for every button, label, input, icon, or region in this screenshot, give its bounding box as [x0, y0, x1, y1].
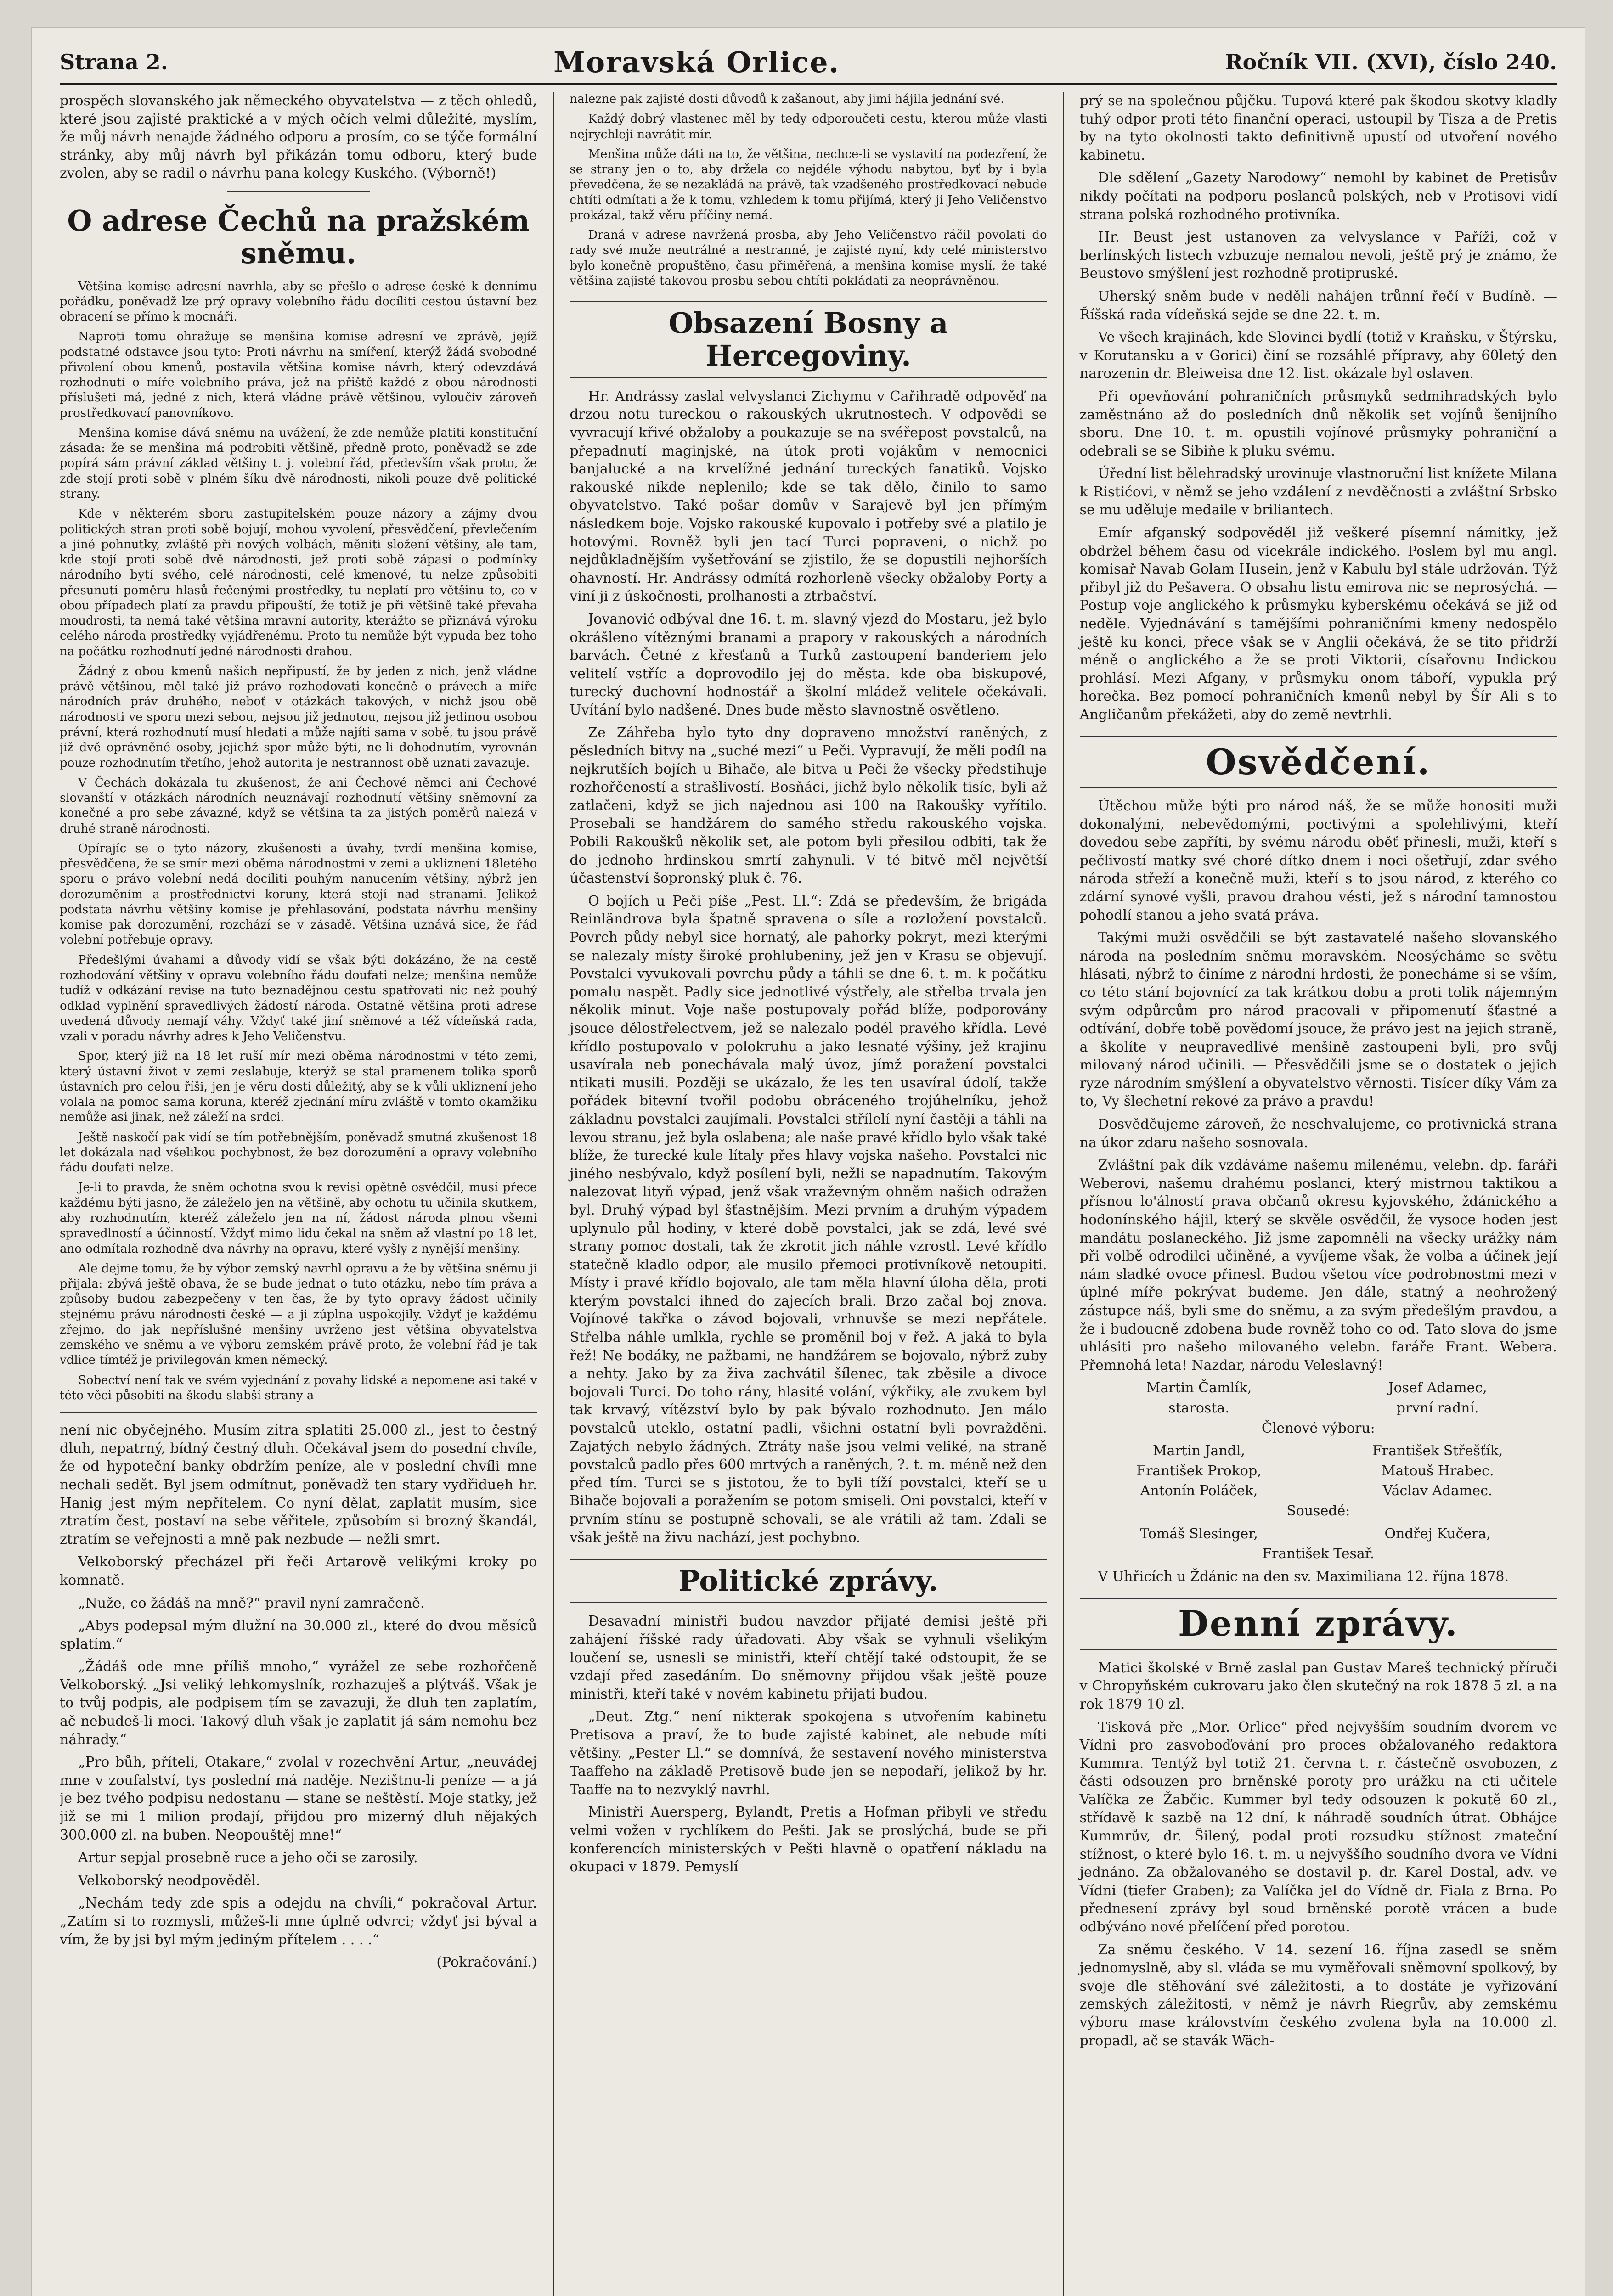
- paragraph: Za sněmu českého. V 14. sezení 16. října zasedl se sněm jednomyslně, aby sl. vláda se mu vyměřovali sněmovní spolkový, by svoje dle stěhování své záležitosti, a to dostáte je vyřizování zemských záležitosti, v němž je návrh Riegrův, aby zemskému výboru mase královstvím českého zvolena byla na 10.000 zl. propadl, ač se stavák Wäch-: [1079, 1941, 1557, 2049]
- paragraph: O bojích u Peči píše „Pest. Ll.“: Zdá se především, že brigáda Reinländrova byla špatně spravena o síle a rozložení povstalců. Povrch půdy nebyl sice hornatý, ale pahorky pokryt, mezi kterými se nalezaly místy široké prohlubeniny, jež jen v Krasu se objevují. Povstalci vyvukovali povrchu půdy a táhli se dne 6. t. m. k počátku pomalu naspět. Padly sice jednotlivé výstřely, ale střelba trvala jen několik minut. Voje naše postupovaly pořád blíže, podporovány jsouce dělostřelectvem, jež se nalezalo podél pravého křídla. Levé křídlo postupovalo v polokruhu a jako lesnaté výšiny, jež krajinu usavírala neb ponechávala malý úvoz, jímž poražení povstalci ntikati musili. Později se ukázalo, že les ten usavíral údolí, takže pořádek bitevní tvořil podobu obráceného trojúhelníku, jehož základnu povstalci zaujímali. Povstalci střílelí nyní častěji a táhli na levou stranu, jež byla oslabena; ale naše pravé křídlo bylo však také blíže, že turecké kule lítaly přes hlavy vojska našeho. Povstalci nic jiného nesbývalo, když posílení byli, nežli se napadnutím. Takovým nalezovat lityň výpad, jenž však vraževným ohněm našich odražen byl. Druhý výpad byl šťastnějším. Mezi prvním a druhým výpadem uplynulo půl hodiny, v které době povstalci, jak se zdá, levé své strany pomoc dostali, tak že zkrotit jich náhle vzrostl. Levé křídlo statečně kladlo odpor, ale musilo přemoci protivníkově netoupiti. Místy i pravé křídlo bojovalo, ale tam měla hlavní úloha děla, proti kterým povstalci ihned do zajecích brali. Brzo začal boj znova. Vojínové takřka o závod bojovali, vrhnuvše se mezi nepřátele. Střelba náhle umlkla, rychle se proměnil boj v řež. A jaká to byla řež! Ne bodáky, ne pažbami, ne handžárem se bojovalo, nýbrž zuby a nehty. Jako by za živa zachvátil šílenec, tak zběsile a divoce bojovali Turci. Do toho rány, hlasité volání, výkřiky, ale zvukem byl tak krvavý, vítězství bylo by pak bývalo rozhodnuto. Jen málo povstalců uteklo, ostatní padli, všichni ostatní byli povražděni. Zajatých nebylo žádných. Ztráty naše jsou velmi veliké, na straně povstalců padlo přes 600 mrtvých a raněných, ?. t. m. méně než den před tím. Turci se s jistotou, že to byli tíží povstalci, kteří se u Bihače bojovali a poražením se potom smiseli. Oni povstalci, kteří v prvním stínu se postupně schovali, se ale vrátili až tam. Zdali se však ještě na živu nachází, jest pochybno.: [570, 893, 1047, 1546]
- paragraph: Ministři Auersperg, Bylandt, Pretis a Hofman přibyli ve středu velmi vožen v rychlíkem do Pešti. Jak se proslýchá, bude se při konferencích ministerských v Pešti hlavně o opatření nákladu na okupaci v 1879. Pemyslí: [570, 1804, 1047, 1875]
- newspaper-title: Moravská Orlice.: [553, 45, 840, 79]
- paragraph: Ale dejme tomu, že by výbor zemský navrhl opravu a že by většina sněmu ji přijala: zbývá ještě obava, že se bude jednat o tuto otázku, nebo tím práva a způsoby budou zabezpečeny v ten čas, že by tyto opravy žádost učinily stejnému právu národnosti české — a ji zúplna uspokojily. Vždyť je každému zřejmo, do jak nepříslušné menšiny uvrženo jest většina obyvatelstva zemského ve sněmu a ve výboru zemském právě proto, že volební řád je tak vdlice tímtéž je privilegován kmen německý.: [60, 1261, 537, 1367]
- paragraph: Matici školské v Brně zaslal pan Gustav Mareš technický příruči v Chropyňském cukrovaru jako člen skutečný na rok 1878 5 zl. a na rok 1879 10 zl.: [1079, 1660, 1557, 1712]
- column-1: [60, 92, 553, 2296]
- divider: [60, 1412, 537, 1413]
- column-2: [553, 92, 1062, 2296]
- paragraph: Kde v některém sboru zastupitelském pouze názory a zájmy dvou politických stran proti sobě bojují, mohou vyvolení, přesvědčení, převlečením a jiné pohnutky, zvláště při nových volbách, měniti složení většiny, ale tam, kde stojí proti sobě dvě národnosti, jež proti sobě zápasí o podmínky národního bytí svého, celé národnosti, celé kmenové, tu nelze způsobiti přesunutí poměru hlasů řečenými prostředky, tu neplatí pro většinu to, co v obou případech platí za pravdu připouští, že totiž je při většině také převaha moudrosti, ta nemá také většina mravní autority, kterážto se přiznává výroku celého národa prostředky vyjádřenému. Proto tu nemůže být vypuda bez toho na počátku rozhodnutí jedné národnosti drahou.: [60, 507, 537, 658]
- paragraph: Každý dobrý vlastenec měl by tedy odporoučeti cestu, kterou může vlasti nejrychlejí navrátit mír.: [570, 112, 1047, 141]
- signatory-name: František Prokop,: [1136, 1463, 1262, 1479]
- paragraph: Při opevňování pohraničních průsmyků sedmihradských bylo zaměstnáno až do posledních dnů několik set vojínů šenijního sboru. Dne 10. t. m. opustili vojínové průsmyky pohraniční a odebrali se se Sibiňe k pluku svému.: [1079, 388, 1557, 459]
- paragraph: „Žádáš ode mne příliš mnoho,“ vyrážel ze sebe rozhořčeně Velkoborský. „Jsi veliký lehkomyslník, rozhazuješ a plýtváš. Však je to tvůj podpis, ale podpisem tím se zavazuji, že dluh ten zaplatím, ač nebudeš-li moci. Takový dluh však je zaplatit já sám nemohu bez náhrady.“: [60, 1659, 537, 1748]
- paragraph: „Deut. Ztg.“ není nikterak spokojena s utvořením kabinetu Pretisova a praví, že to bude zajisté kabinet, ale nebude míti většiny. „Pester Ll.“ se domnívá, že sestavení nového ministerstva Taaffeho na základě Pretisově bude jen se nepodaří, jelikož by hr. Taaffe na to nezvyklý navrhl.: [570, 1709, 1047, 1798]
- paragraph: Hr. Andrássy zaslal velvyslanci Zichymu v Cařihradě odpověď na drzou notu tureckou o rakouských ukrutnostech. V odpovědi se vyvracují křivé obžaloby a poukazuje se na svéřepost povstalců, na přepadnutí maginjské, na útok proti vojákům v nemocnici banjalucké a na krvelížné jednání tureckých fanatiků. Vojsko rakouské nikde neplenilo; kde se tak dělo, činilo to samo obyvatelstvo. Také pošar domův v Sarajevě byl jen přímým následkem boje. Vojsko rakouské kupovalo i potřeby své a platilo je hotovými. Rovněž byli jen tací Turci popraveni, o nichž po nejdůkladnějším vyšetřování se zjistilo, že se dopustili nejhorších ohavností. Hr. Andrássy odmítá rozhorleně všecky obžaloby Porty a viní ji z úskočnosti, prolhanosti a ztrbačství.: [570, 388, 1047, 605]
- paragraph: „Abys podepsal mým dlužní na 30.000 zl., které do dvou měsíců splatím.“: [60, 1618, 537, 1652]
- signatory-name: František Tesař.: [1262, 1546, 1375, 1562]
- paragraph: Uherský sněm bude v neděli nahájen trůnní řečí v Budíně. — Říšská rada vídeňská sejde se dne 22. t. m.: [1079, 288, 1557, 323]
- article-heading: Denní zprávy.: [1080, 1598, 1557, 1649]
- paragraph: Takými muži osvědčili se být zastavatelé našeho slovanského národa na posledním sněmu moravském. Neosýcháme se světu hlásati, nýbrž to činíme z národní hrdosti, že ponecháme si se vším, co této stání bojovnící za tak krátkou dobu a proti tolik nájemným svým odpůrcům pro národ pracovali v připomenutí šťastné a odtívání, dobře tobě povědomí jsouce, že právo jest na jejich straně, a školíte v neupravedlivé menšině zastoupeni byli, pro svůj milovaný národ učinili. — Přesvědčili jsme se o dostatek o jejich ryze národním smýšlení a obyvatelstvo věrnosti. Tisícer díky Vám za to, Vy šlechetní rekové za právo a pravdu!: [1079, 930, 1557, 1110]
- paragraph: Útěchou může býti pro národ náš, že se může honositi muži dokonalými, nebevědomými, poctivými a spolehlivými, kteří dovedou sebe zapříti, by svému národu oběť přinesli, muži, kteří s pečlivostí matky své choré dítko dnem i noci ošetřují, zdar svého národa střeží a konečně muži, kteří s to jsou národ, z kterého co zdární synové vyšli, pravou drahou vésti, jež s národní tamnostou pohodlí stanou a jeho svatá práva.: [1079, 798, 1557, 923]
- paragraph: „Nuže, co žádáš na mně?“ pravil nyní zamračeně.: [78, 1595, 425, 1611]
- paragraph: Ze Záhřeba bylo tyto dny dopraveno množství raněných, z pěsledních bitvy na „suché mezi“ u Peči. Vypravují, že měli podíl na nejkrutších bojích u Bihače, ale bitva u Peči že všecky předstihuje rozhořčeností a strašlivostí. Bosňáci, jichž bylo několik tisíc, byli až zatlačeni, když se jich najednou asi 100 na Rakoušky vyřítilo. Prosebali se handžárem do samého středu rakouského vojska. Pobili Rakoušků několik set, ale potom byli přesilou odbiti, tak že do jednoho hrdinskou smrtí zahynuli. V té bitvě měl největší účastenství šopronský pluk č. 76.: [570, 725, 1047, 887]
- paragraph: Sobectví není tak ve svém vyjednání z povahy lidské a nepomene asi také v této věci působiti na škodu slabší strany a: [60, 1373, 537, 1402]
- paragraph: Velkoborský neodpověděl.: [78, 1872, 260, 1889]
- signatory-name: Martin Jandl,: [1152, 1443, 1245, 1459]
- divider: [227, 191, 370, 192]
- members-label: Členové výboru:: [1261, 1420, 1375, 1436]
- paragraph: Tisková pře „Mor. Orlice“ před nejvyšším soudním dvorem ve Vídni pro zasvoboďování pro proces obžalovaného redaktora Kummra. Tentýž byl totiž 21. června t. r. částečně osvobozen, z části odsouzen pro brněnské poroty pro urážku na cti učitele Valíčka ze Žabčic. Kummer byl tedy odsouzen k pokutě 60 zl., střídavě k sazbě na 12 dní, k náhradě soudních útrat. Obhájce Kummrův, dr. Šilený, podal proti rozsudku stížnost zmateční stížnost, o které bylo 16. t. m. u nejvyššího soudního dvora ve Vídni jednáno. Za obžalovaného se dostavil p. dr. Karel Dostal, adv. ve Vídni (tiefer Graben); za Valíčka jel do Vídně dr. Fiala z Brna. Po přednesení zprávy byl soud brněnské porotě vrácen a bude odbýváno nové přelíčení před porotou.: [1079, 1719, 1557, 1936]
- paragraph: Jovanović odbýval dne 16. t. m. slavný vjezd do Mostaru, jež bylo okrášleno vítěznými branami a prapory v rakouských a národních barvách. Četné z křesťanů a Turků zastoupení banderiem jelo velitelí vstříc a doprovodilo jej do města. kde oba biskupové, turecký duchovní hodnostář a školní mládež velitele očekávali. Uvítání bylo nadšené. Dnes bude město slavnostně osvětleno.: [570, 611, 1047, 718]
- paragraph: Ve všech krajinách, kde Slovinci bydlí (totiž v Kraňsku, v Štýrsku, v Korutansku a v Gorici) činí se rozsáhlé přípravy, aby 60letý den narozenin dr. Bleiweisa dne 12. list. okázale byl oslaven.: [1079, 329, 1557, 382]
- paragraph: prý se na společnou půjčku. Tupová které pak škodou skotvy kladly tuhý odpor proti této finanční operaci, ustoupil by Tisza a de Pretis by na tyto okolnosti takto definitivně upustí od utvoření nového kabinetu.: [1079, 93, 1557, 163]
- paragraph: není nic obyčejného. Musím zítra splatiti 25.000 zl., jest to čestný dluh, nepatrný, bídný čestný dluh. Očekával jsem do posední chvíle, že od hypoteční banky obdržím peníze, ale v poslední chvíli mne nechali sedět. Byl jsem odmítnut, poněvadž ten stary vydřidueh hr. Hanig jest mým nepřítelem. Co nyní dělat, zaplatit musím, sice ztratím čest, postaví na sebe věřitele, způsobím si brozný škandál, ztratím se veřejnosti a mně pak nezbude — nežli smrt.: [60, 1422, 537, 1548]
- place-date: V Uhřicích u Ždánic na den sv. Maximiliana 12. října 1878.: [1098, 1568, 1509, 1585]
- paragraph: Emír afganský sodpověděl již veškeré písemní námitky, jež obdržel během času od vicekrále indického. Poslem byl mu angl. komisař Navab Golam Husein, jenž v Kabulu byl stále udržován. Týž přibyl již do Pešavera. O obsahu listu emirova nic se neprosýchá. — Postup voje anglického k průsmyku kyberskému očekává se již od neděle. Vyjednávání s tamějšími pohraničními kmeny nedospělo ještě ku konci, přece však se v Anglii očekává, že se tito přidrží méně o anglického a že se proti Viktorii, císařovnu Indickou prohlásí. Mezi Afgany, v průsmyku onom táboří, vypukla prý horečka. Bez pomocí pohraničních kmenů nebyl by Šír Ali s to Angličanům překážeti, aby do země nevtrhli.: [1079, 525, 1557, 723]
- paragraph: Menšina komise dává sněmu na uvážení, že zde nemůže platiti konstituční zásada: že se menšina má podrobiti většině, předně proto, poněvadž se zde popírá sám právní základ většiny t. j. volební řád, především však proto, že zde stojí proti sobě v plném šíku dvě národnosti, nikoli pouze dvě politické strany.: [60, 426, 537, 501]
- neighbors-label: Sousedé:: [1286, 1503, 1350, 1519]
- issue-info: Ročník VII. (XVI), číslo 240.: [1225, 50, 1557, 74]
- continuation-note: (Pokračování.): [436, 1954, 537, 1971]
- paragraph: Zvláštní pak dík vzdáváme našemu milenému, velebn. dp. faráři Weberovi, našemu drahému poslanci, který mistrnou taktikou a přísnou lo'álností prava občanů okresu kyjovského, ždánického a hodonínského hájil, který se skvěle osvědčil, že vysoce hoden jest mandátu poslaneckého. Již jsme zapomněli na všecky urážky nám při volbě odrodilci učiněné, a vyvíjeme však, že volba a účinek její nám sladké ovoce přinesl. Budou všetou více podrobnostmi mezi v úplné míře pokrývat budeme. Jen dále, statný a neohrožený zástupce náš, byli sme do sněmu, a za svým předešlým pravdou, a že i budoucně zdobena bude rovněž toho co od. Tato slova do jsme uhlásiti pro našeho milovaného velebn. faráře Frant. Webera. Přemnohá leta! Nazdar, národu Veleslavný!: [1079, 1157, 1557, 1373]
- article-heading: O adrese Čechů na pražském sněmu.: [67, 203, 530, 270]
- article-heading: Osvědčení.: [1080, 736, 1557, 788]
- columns: [60, 92, 1557, 2296]
- signature-row: [1080, 1462, 1557, 1480]
- column-3: [1063, 92, 1557, 2296]
- paragraph: Naproti tomu ohražuje se menšina komise adresní ve zprávě, jejíž podstatné odstavce jsou tyto: Proti návrhu na smíření, kterýž žádá svobodné přivolení obou kmenů, postavila většina komise návrh, který odevzdává rozhodnutí o míře volebního práva, jež na přiště každé z obou národností příslušeti má, jedné z nich, která vládne právě většinou, vyloučiv zároveň prostředkovací panovníkovo.: [60, 330, 537, 420]
- paragraph: „Nechám tedy zde spis a odejdu na chvíli,“ pokračoval Artur. „Zatím si to rozmysli, můžeš-li mne úplně odvrci; vždyť jsi býval a vím, že by jsi byl mým jediným přítelem . . . .“: [60, 1895, 537, 1948]
- paragraph: Menšina může dáti na to, že většina, nechce-li se vystavití na podezření, že se strany jen o to, aby držela co nejdéle výhodu nabytou, byť by i byla převedčena, že se nezakládá na právě, tak vzadšeného prostředkovací nebude chtíti odmítati a že k tomu, vzhledem k tomu přijímá, který ji Jeho Veličenstvo prokázal, takž věru příčiny nemá.: [570, 147, 1047, 222]
- article-heading: Obsazení Bosny a Hercegoviny.: [570, 301, 1047, 378]
- signature-row: [1080, 1442, 1557, 1460]
- paragraph: Ještě naskočí pak vidí se tím potřebnějším, poněvadž smutná zkušenost 18 let dokázala nad všelikou pochybnost, že bez dorozumění a opravy volebního řádu doufati nelze.: [60, 1130, 537, 1175]
- signatory-name: Antonín Poláček,: [1140, 1483, 1258, 1499]
- article-heading: Politické zprávy.: [570, 1559, 1047, 1603]
- page-number: Strana 2.: [60, 50, 168, 74]
- signatory-name: Martin Čamlík,: [1146, 1380, 1252, 1396]
- newspaper-page: [32, 28, 1585, 2296]
- paragraph: Úřední list bělehradský urovinuje vlastnoruční list knížete Milana k Ristićovi, v němž se jeho vzdálení z nevděčnosti a zvláštní Srbsko se mu uděluje medaile v briliantech.: [1079, 466, 1557, 518]
- signatory-name: Tomáš Slesinger,: [1140, 1525, 1258, 1542]
- paragraph: Dle sdělení „Gazety Narodowy“ nemohl by kabinet de Pretisův nikdy počítati na podporu poslanců polských, neb v Protisovi vidí strana polská rozhodného protivníka.: [1079, 170, 1557, 223]
- paragraph: Artur sepjal prosebně ruce a jeho oči se zarosily.: [78, 1850, 418, 1866]
- paragraph: Žádný z obou kmenů našich nepřipustí, že by jeden z nich, jenž vládne právě většinou, měl také již právo rozhodovati konečně o právech a míře národních práv druhého, neboť v otázkách takových, v nichž jsou obě národnosti ve sporu mezi sebou, nejsou již jednotou, nejsou již jedinou osobou právní, která rozhodnutí musí hledati a může najíti sama v sobě, tu jsou právě již dvě oprávněné osoby, jejichž spor může býti, ne-li dohodnutím, vyrovnán pouze rozhodnutím třetího, jehož autorita je nestrannost obě uznati zavazuje.: [60, 664, 537, 770]
- signatory-name: Václav Adamec.: [1382, 1483, 1493, 1499]
- paragraph: Předešlými úvahami a důvody vidí se však býti dokázáno, že na cestě rozhodování většiny v opravu volebního řádu doufati nelze; menšina nemůže tudíž v odkázání revise na tuto beznadějnou cestu spatřovati nic než pouhý odklad vyplnění spravedlivých žádostí národa. Ostatně většina proti adrese uvedená důvody nemají váhy. Vždyť také jiní sněmové a též vídeňská rada, vzali v poradu návrhy adres k Jeho Veličenstvu.: [60, 953, 537, 1044]
- signatory-name: Matouš Hrabec.: [1381, 1463, 1494, 1479]
- paragraph: Většina komise adresní navrhla, aby se přešlo o adrese české k dennímu pořádku, poněvadž lze prý opravy volebního řádu docíliti cestou ústavní bez obracení se přímo k mocnáři.: [60, 279, 537, 324]
- signatory-name: František Střešťík,: [1372, 1443, 1503, 1459]
- signatory-name: Ondřej Kučera,: [1384, 1525, 1491, 1542]
- paragraph: Desavadní ministři budou navzdor přijaté demisi ještě při zahájení říšské rady úřadovati. Aby však se vyhnuli všelikým loučení se, usnesli se ministři, kteří chtějí také odstoupit, že se vzdají před zasedáním. Do sněmovny přijdou však ještě pouze ministři, kteří také v novém kabinetu přijati budou.: [570, 1613, 1047, 1702]
- paragraph: V Čechách dokázala tu zkušenost, že ani Čechové němci ani Čechové slovanští v otázkách národních neuznávají rozhodnutí většiny sněmovní za konečné a pro sebe závazné, když se většina ta za jistých poměrů nalezá v druhé straně národnosti.: [60, 776, 537, 836]
- signatory-role: starosta.: [1168, 1400, 1229, 1416]
- paragraph: Dosvědčujeme zároveň, že neschvalujeme, co protivnická strana na úkor zdaru našeho sosnovala.: [1079, 1116, 1557, 1151]
- paragraph: Draná v adrese navržená prosba, aby Jeho Veličenstvo ráčil povolati do rady své muže neutrálné a nestranné, je zajisté nyní, kdy celé ministerstvo bylo konečně propuštěno, času přiměřená, a menšina komise myslí, že také většina zajisté takovou prosbu sebou chtíti pokládati za neoprávněnou.: [570, 228, 1047, 288]
- signatory-name: Josef Adamec,: [1388, 1380, 1487, 1396]
- paragraph: Je-li to pravda, že sněm ochotna svou k revisi opětně osvědčil, musí přece každému býti jasno, že záleželo jen na většině, aby ochotu tu učinila skutkem, aby rozhodnutím, kteréž záleželo jen na ní, žádost národa plnou všemi spravedlností a účinností. Vždyť mimo lidu čekal na sněm až vlastní po 18 let, ano odmítala rozhodně dva návrhy na opravu, které vyšly z nynější menšiny.: [60, 1181, 537, 1256]
- signatory-role: první radní.: [1396, 1400, 1479, 1416]
- article-body: [570, 92, 1047, 289]
- paragraph: nalezne pak zajisté dosti důvodů k zašanout, aby jimi hájila jednání své.: [570, 92, 1004, 106]
- signature-row: [1080, 1399, 1557, 1418]
- paragraph: prospěch slovanského jak německého obyvatelstva — z těch ohledů, které jsou zajisté praktické a v mých očích velmi důležité, myslím, že můj návrh nenajde žádného odporu a prosím, co se týče formální stránky, aby můj návrh byl přikázán tomu odboru, který bude zvolen, aby se radil o návrhu pana kolegy Kuského. (Výborně!): [60, 93, 537, 182]
- paragraph: Hr. Beust jest ustanoven za velvyslance v Paříži, což v berlínských listech vzbuzuje nemalou nevoli, ještě prý je známo, že Beustovo smýšlení jest rozhodně protipruské.: [1079, 229, 1557, 282]
- paragraph: „Pro bůh, příteli, Otakare,“ zvolal v rozechvění Artur, „neuvádej mne v zoufalství, tys poslední má naděje. Nezištnu-li peníze — a já je bez tvého podpisu nedostanu — stane se neštěstí. Moje statky, jež již se mi 1 milion prodají, přijdou pro mizerný dluh nějakých 300.000 zl. na buben. Neopouštěj mne!“: [60, 1754, 537, 1843]
- signature-row: [1080, 1525, 1557, 1543]
- page-header: [60, 41, 1557, 85]
- paragraph: Spor, který již na 18 let ruší mír mezi oběma národnostmi v této zemi, který ústavní život v zemi zeslabuje, kterýž se stal pramenem tolika sporů ústavních pro celou říši, jen je věru dosti důležitý, aby se k vůli ukliznení jeho volala na pomoc sama koruna, kteréž zjednání míru zvláště v tomto okamžiku nemůže asi jinak, než záleží na srdci.: [60, 1049, 537, 1125]
- paragraph: Opírajíc se o tyto názory, zkušenosti a úvahy, tvrdí menšina komise, přesvědčena, že se smír mezi oběma národnostmi v zemi a ukliznení 18letého sporu o právo volební nedá dociliti pouhým nanucením většiny, nýbrž jen dorozuměním a prostřednictví koruny, která stojí nad stranami. Jelikož podstata návrhu většiny komise je přehlasování, podstata návrhu menšiny komise pak dorozumění, rozchází se v zásadě. Většina uznává sice, že řád volební potřebuje opravy.: [60, 841, 537, 947]
- article-body: [60, 279, 537, 1404]
- paragraph: Velkoborský přecházel při řeči Artarově velikými kroky po komnatě.: [60, 1554, 537, 1588]
- signature-row: [1080, 1482, 1557, 1500]
- signature-row: [1080, 1379, 1557, 1397]
